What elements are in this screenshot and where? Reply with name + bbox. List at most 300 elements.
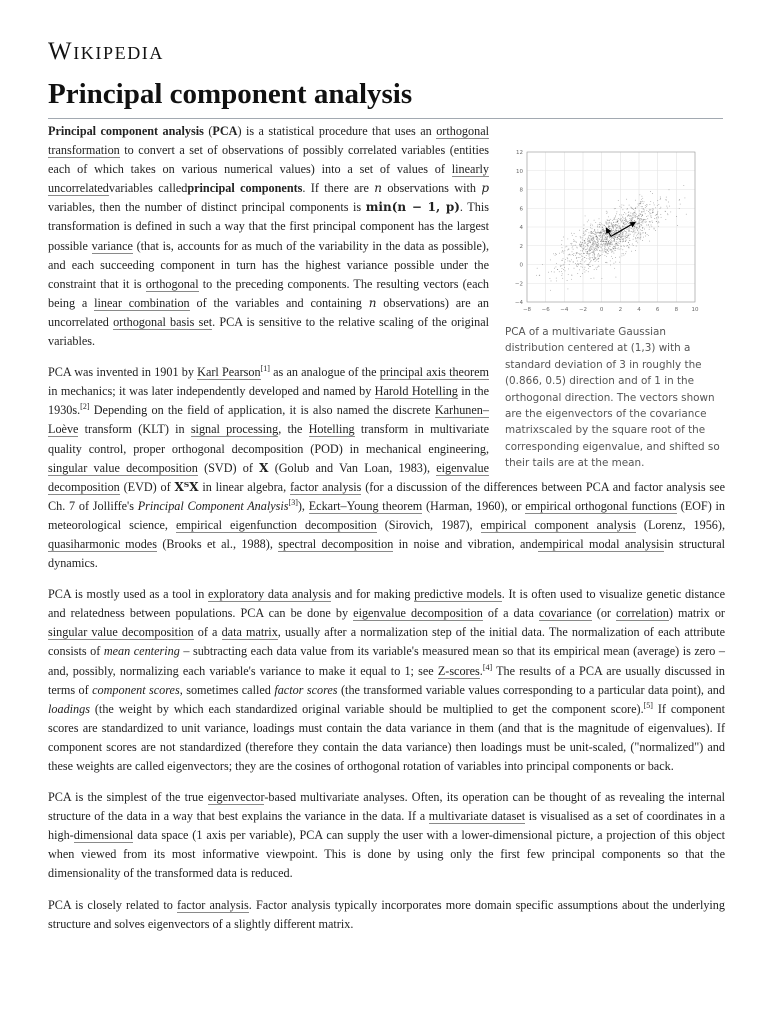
data-point	[626, 199, 627, 200]
data-point	[602, 241, 603, 242]
data-point	[642, 223, 643, 224]
data-point	[608, 216, 609, 217]
data-point	[622, 234, 623, 235]
data-point	[646, 216, 647, 217]
text: (Lorenz, 1956),	[635, 517, 726, 532]
data-point	[585, 215, 586, 216]
text: to the preceding components. The resulting vectors (each being a	[48, 276, 489, 310]
data-point	[639, 194, 640, 195]
data-point	[592, 249, 593, 250]
text: (Harman, 1960), or	[422, 498, 526, 513]
link-dimensional[interactable]: dimensional	[73, 828, 134, 843]
data-point	[579, 269, 580, 270]
data-point	[608, 242, 609, 243]
data-point	[602, 238, 603, 239]
link-linearly-uncorrelated[interactable]: linearly uncorrelated	[48, 162, 489, 196]
data-point	[614, 248, 615, 249]
data-point	[580, 261, 581, 262]
data-point	[615, 230, 616, 231]
data-point	[555, 266, 556, 267]
data-point	[640, 218, 641, 219]
data-point	[602, 235, 603, 236]
data-point	[636, 227, 637, 228]
data-point	[619, 243, 620, 244]
data-point	[615, 237, 616, 238]
link-eigenvector[interactable]: eigenvector	[207, 790, 265, 805]
text: . PCA is sensitive to the relative scaling of the original variables.	[48, 314, 489, 349]
data-point	[652, 193, 653, 194]
data-point	[566, 246, 567, 247]
data-point	[638, 223, 639, 224]
data-point	[574, 241, 575, 242]
citation-3[interactable]: [3]	[288, 497, 298, 507]
link-covariance[interactable]: covariance	[538, 606, 592, 621]
data-point	[639, 238, 640, 239]
data-point	[632, 215, 633, 216]
data-point	[591, 278, 592, 279]
data-point	[623, 205, 624, 206]
link-principal-axis-theorem[interactable]: principal axis theorem	[379, 365, 489, 380]
data-point	[649, 213, 650, 214]
data-point	[600, 241, 601, 242]
data-point	[643, 219, 644, 220]
data-point	[562, 260, 563, 261]
data-point	[597, 226, 598, 227]
data-point	[605, 230, 606, 231]
data-point	[559, 271, 560, 272]
data-point	[556, 280, 557, 281]
data-point	[609, 226, 610, 227]
data-point	[648, 225, 649, 226]
data-point	[623, 245, 624, 246]
data-point	[634, 215, 635, 216]
data-point	[580, 263, 581, 264]
data-point	[561, 244, 562, 245]
link-empirical-component-analysis[interactable]: empirical component analysis	[480, 517, 636, 532]
data-point	[563, 253, 564, 254]
data-point	[580, 254, 581, 255]
data-point	[630, 221, 631, 222]
link-karhunen-loeve[interactable]: Karhunen–Loève	[48, 403, 489, 437]
text: variables, then the number of distinct principal components is	[48, 200, 366, 215]
data-point	[610, 243, 611, 244]
data-point	[607, 262, 608, 263]
link-variance[interactable]: variance	[91, 238, 133, 253]
data-point	[640, 229, 641, 230]
data-point	[580, 250, 581, 251]
data-point	[622, 217, 623, 218]
text: to convert a set of observations of possibly correlated variables (entities each of which takes on various numerical values) into a set of values of	[48, 143, 489, 177]
link-data-matrix[interactable]: data matrix	[221, 625, 278, 640]
data-point	[556, 263, 557, 264]
link-eckart-young-theorem[interactable]: Eckart–Young theorem	[308, 498, 423, 513]
data-point	[591, 231, 592, 232]
data-point	[570, 243, 571, 244]
data-point	[634, 221, 635, 222]
data-point	[645, 207, 646, 208]
data-point	[583, 253, 584, 254]
data-point	[643, 237, 644, 238]
data-point	[582, 251, 583, 252]
data-point	[586, 249, 587, 250]
data-point	[567, 288, 568, 289]
data-point	[607, 236, 608, 237]
data-point	[641, 196, 642, 197]
link-exploratory-data-analysis[interactable]: exploratory data analysis	[208, 587, 332, 602]
data-point	[584, 261, 585, 262]
wikipedia-logo[interactable]: Wikipedia	[48, 38, 164, 65]
link-hotelling[interactable]: Hotelling	[308, 422, 355, 437]
scatter-points	[536, 185, 687, 291]
text: transform in multivariate quality control, proper orthogonal decomposition (POD) in mechanical engineering,	[48, 422, 489, 456]
data-point	[615, 216, 616, 217]
data-point	[615, 235, 616, 236]
data-point	[562, 250, 563, 251]
data-point	[640, 224, 641, 225]
data-point	[589, 266, 590, 267]
data-point	[583, 235, 584, 236]
data-point	[641, 230, 642, 231]
data-point	[635, 213, 636, 214]
data-point	[637, 238, 638, 239]
data-point	[564, 267, 565, 268]
data-point	[649, 204, 650, 205]
data-point	[630, 228, 631, 229]
link-signal-processing[interactable]: signal processing	[190, 422, 279, 437]
link-correlation[interactable]: correlation	[616, 606, 669, 621]
link-orthogonal-basis-set[interactable]: orthogonal basis set	[113, 314, 213, 329]
data-point	[596, 247, 597, 248]
data-point	[590, 250, 591, 251]
data-point	[633, 229, 634, 230]
data-point	[608, 227, 609, 228]
data-point	[626, 240, 627, 241]
text: observations with	[381, 181, 482, 196]
data-point	[607, 223, 608, 224]
link-singular-value-decomposition[interactable]: singular value decomposition	[48, 460, 198, 475]
data-point	[621, 207, 622, 208]
data-point	[636, 241, 637, 242]
text: The results of a PCA are usually discussed in terms of	[48, 663, 725, 697]
data-point	[623, 214, 624, 215]
text: (the transformed variable values corresponding to a particular data point), and	[337, 682, 725, 697]
text: (Golub and Van Loan, 1983),	[268, 460, 437, 475]
data-point	[589, 253, 590, 254]
link-predictive-models[interactable]: predictive models	[414, 587, 502, 602]
data-point	[576, 264, 577, 265]
data-point	[642, 208, 643, 209]
data-point	[643, 208, 644, 209]
term-loadings: loadings	[48, 701, 90, 716]
data-point	[562, 247, 563, 248]
data-point	[592, 225, 593, 226]
data-point	[637, 229, 638, 230]
data-point	[563, 269, 564, 270]
data-point	[595, 241, 596, 242]
data-point	[587, 229, 588, 230]
data-point	[658, 222, 659, 223]
data-point	[677, 225, 678, 226]
link-eigenvalue-decomposition[interactable]: eigenvalue decomposition	[48, 460, 490, 494]
data-point	[622, 239, 623, 240]
data-point	[634, 216, 635, 217]
data-point	[604, 239, 605, 240]
data-point	[632, 227, 633, 228]
y-tick-label: 0	[519, 262, 523, 269]
data-point	[608, 241, 609, 242]
data-point	[576, 252, 577, 253]
data-point	[631, 207, 632, 208]
data-point	[582, 256, 583, 257]
data-point	[593, 239, 594, 240]
data-point	[645, 213, 646, 214]
data-point	[635, 225, 636, 226]
data-point	[630, 222, 631, 223]
data-point	[596, 250, 597, 251]
data-point	[657, 213, 658, 214]
link-factor-analysis[interactable]: factor analysis	[289, 479, 362, 494]
citation-1[interactable]: [1]	[260, 364, 270, 374]
text: PCA was invented in 1901 by	[48, 365, 198, 380]
data-point	[548, 272, 549, 273]
link-multivariate-dataset[interactable]: multivariate dataset	[428, 809, 526, 824]
text: transform (KLT) in	[78, 422, 191, 437]
data-point	[633, 209, 634, 210]
data-point	[570, 254, 571, 255]
data-point	[593, 245, 594, 246]
data-point	[639, 203, 640, 204]
data-point	[623, 222, 624, 223]
data-point	[582, 260, 583, 261]
data-point	[593, 237, 594, 238]
data-point	[601, 243, 602, 244]
data-point	[598, 253, 599, 254]
data-point	[635, 207, 636, 208]
data-point	[563, 258, 564, 259]
data-point	[554, 268, 555, 269]
data-point	[620, 248, 621, 249]
data-point	[562, 273, 563, 274]
data-point	[610, 249, 611, 250]
data-point	[575, 263, 576, 264]
data-point	[616, 230, 617, 231]
data-point	[649, 212, 650, 213]
data-point	[665, 219, 666, 220]
data-point	[588, 235, 589, 236]
data-point	[642, 232, 643, 233]
data-point	[593, 251, 594, 252]
data-point	[614, 240, 615, 241]
data-point	[626, 232, 627, 233]
data-point	[575, 241, 576, 242]
data-point	[573, 262, 574, 263]
data-point	[587, 245, 588, 246]
data-point	[588, 241, 589, 242]
data-point	[624, 224, 625, 225]
x-tick-label: 2	[618, 307, 623, 313]
data-point	[652, 221, 653, 222]
link-eigenvalue-decomposition[interactable]: eigenvalue decomposition	[353, 606, 483, 621]
data-point	[594, 253, 595, 254]
link-orthogonal-transformation[interactable]: orthogonal transformation	[48, 124, 489, 158]
data-point	[628, 231, 629, 232]
data-point	[585, 260, 586, 261]
link-empirical-orthogonal-functions[interactable]: empirical orthogonal functions	[525, 498, 677, 513]
data-point	[615, 247, 616, 248]
data-point	[629, 230, 630, 231]
data-point	[610, 239, 611, 240]
data-point	[595, 244, 596, 245]
link-orthogonal[interactable]: orthogonal	[145, 276, 199, 291]
data-point	[601, 240, 602, 241]
text: of the variables and containing	[189, 295, 369, 310]
data-point	[633, 236, 634, 237]
data-point	[679, 208, 680, 209]
data-point	[615, 215, 616, 216]
math-xtx: XᵀX	[174, 479, 199, 494]
data-point	[585, 234, 586, 235]
data-point	[640, 201, 641, 202]
data-point	[635, 238, 636, 239]
data-point	[631, 218, 632, 219]
data-point	[642, 214, 643, 215]
data-point	[584, 253, 585, 254]
data-point	[581, 256, 582, 257]
data-point	[568, 249, 569, 250]
data-point	[634, 234, 635, 235]
text: (that is, accounts for as much of the variability in the data as possible), and each succeeding component in turn has the highest variance possible under the constraint that it is	[48, 238, 490, 291]
citation-5[interactable]: [5]	[643, 700, 653, 710]
data-point	[609, 243, 610, 244]
link-z-scores[interactable]: Z-scores	[437, 663, 480, 678]
data-point	[572, 246, 573, 247]
data-point	[644, 210, 645, 211]
data-point	[657, 223, 658, 224]
link-karl-pearson[interactable]: Karl Pearson	[197, 365, 261, 380]
data-point	[603, 240, 604, 241]
data-point	[642, 206, 643, 207]
data-point	[550, 259, 551, 260]
link-empirical-eigenfunction-decomposition[interactable]: empirical eigenfunction decomposition	[175, 517, 377, 532]
data-point	[619, 241, 620, 242]
data-point	[591, 232, 592, 233]
data-point	[618, 245, 619, 246]
data-point	[619, 227, 620, 228]
axis-ticks	[515, 150, 699, 313]
data-point	[657, 205, 658, 206]
link-singular-value-decomposition[interactable]: singular value decomposition	[48, 625, 194, 640]
data-point	[601, 233, 602, 234]
data-point	[627, 225, 628, 226]
data-point	[600, 237, 601, 238]
data-point	[619, 235, 620, 236]
data-point	[590, 225, 591, 226]
x-tick-label: 8	[674, 307, 679, 313]
data-point	[656, 221, 657, 222]
data-point	[637, 206, 638, 207]
data-point	[584, 257, 585, 258]
data-point	[615, 232, 616, 233]
data-point	[573, 261, 574, 262]
data-point	[630, 215, 631, 216]
data-point	[632, 213, 633, 214]
data-point	[604, 243, 605, 244]
data-point	[615, 222, 616, 223]
link-empirical-modal-analysis[interactable]: empirical modal analysis	[537, 536, 665, 551]
data-point	[611, 226, 612, 227]
data-point	[614, 246, 615, 247]
link-quasiharmonic-modes[interactable]: quasiharmonic modes	[48, 536, 157, 551]
data-point	[605, 231, 606, 232]
text: in mechanics; it was later independently developed and named by	[48, 384, 375, 399]
data-point	[590, 261, 591, 262]
data-point	[623, 227, 624, 228]
data-point	[594, 230, 595, 231]
data-point	[585, 251, 586, 252]
data-point	[567, 258, 568, 259]
link-spectral-decomposition[interactable]: spectral decomposition	[278, 536, 394, 551]
link-harold-hotelling[interactable]: Harold Hotelling	[374, 384, 458, 399]
data-point	[641, 216, 642, 217]
data-point	[649, 241, 650, 242]
data-point	[589, 241, 590, 242]
data-point	[588, 232, 589, 233]
data-point	[642, 198, 643, 199]
data-point	[595, 250, 596, 251]
data-point	[625, 238, 626, 239]
data-point	[613, 228, 614, 229]
data-point	[578, 253, 579, 254]
data-point	[599, 218, 600, 219]
data-point	[658, 217, 659, 218]
data-point	[613, 236, 614, 237]
data-point	[614, 231, 615, 232]
data-point	[596, 233, 597, 234]
x-tick-label: −8	[522, 307, 532, 313]
data-point	[619, 239, 620, 240]
data-point	[599, 250, 600, 251]
data-point	[605, 234, 606, 235]
data-point	[619, 257, 620, 258]
data-point	[637, 218, 638, 219]
text: as an analogue of the	[269, 365, 380, 380]
data-point	[560, 265, 561, 266]
data-point	[615, 257, 616, 258]
term-factor-scores: factor scores	[274, 682, 338, 697]
data-point	[591, 252, 592, 253]
data-point	[572, 251, 573, 252]
link-factor-analysis[interactable]: factor analysis	[176, 897, 249, 912]
data-point	[575, 255, 576, 256]
data-point	[613, 238, 614, 239]
data-point	[614, 268, 615, 269]
data-point	[567, 249, 568, 250]
data-point	[629, 227, 630, 228]
data-point	[630, 207, 631, 208]
data-point	[642, 228, 643, 229]
data-point	[579, 257, 580, 258]
link-linear-combination[interactable]: linear combination	[94, 295, 190, 310]
citation-4[interactable]: [4]	[482, 662, 493, 672]
data-point	[589, 248, 590, 249]
data-point	[628, 221, 629, 222]
citation-2[interactable]: [2]	[80, 402, 90, 412]
data-point	[636, 222, 637, 223]
data-point	[574, 268, 575, 269]
data-point	[622, 222, 623, 223]
data-point	[569, 254, 570, 255]
data-point	[606, 222, 607, 223]
